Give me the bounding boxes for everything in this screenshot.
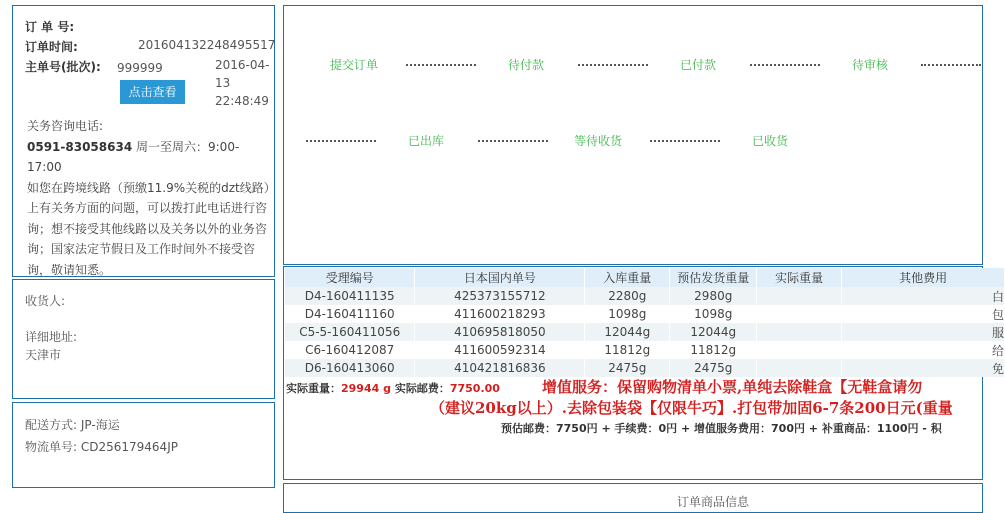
header-japan-tracking: 日本国内单号 [415, 268, 585, 287]
cell-inbound-weight: 2475g [585, 359, 670, 377]
view-button[interactable]: 点击查看 [120, 80, 185, 104]
header-inbound-weight: 入库重量 [585, 268, 670, 287]
actual-weight-label: 实际重量： [286, 382, 341, 395]
cell-other-fees: 服 [842, 323, 1005, 341]
step-connector [921, 64, 981, 66]
order-goods-panel [283, 483, 983, 513]
cell-japan-tracking: 410421816836 [415, 359, 585, 377]
cell-japan-tracking: 411600592314 [415, 341, 585, 359]
address-label: 详细地址: [25, 330, 78, 344]
cell-other-fees: 包 [842, 305, 1005, 323]
receiver-panel [12, 279, 275, 399]
cell-estimated-weight: 2475g [670, 359, 757, 377]
actual-postage-value: 7750.00 [449, 382, 500, 395]
order-date-value: 2016-04- [215, 58, 270, 72]
cell-inbound-weight: 2280g [585, 287, 670, 305]
cell-other-fees: 免 [842, 359, 1005, 377]
receiver-label: 收货人: [25, 294, 66, 308]
cell-other-fees: 给 [842, 341, 1005, 359]
cell-japan-tracking: 425373155712 [415, 287, 585, 305]
header-estimated-weight: 预估发货重量 [670, 268, 757, 287]
order-clock-value: 22:48:49 [215, 94, 269, 108]
package-table [285, 268, 1005, 377]
cell-actual-weight [757, 287, 842, 305]
step-connector [750, 64, 820, 66]
step-connector [478, 140, 548, 142]
step-connector [650, 140, 720, 142]
cell-inbound-weight: 1098g [585, 305, 670, 323]
actual-weight-line [286, 380, 500, 396]
cell-estimated-weight: 2980g [670, 287, 757, 305]
consult-phone-line [27, 137, 271, 178]
step-submit-order: 提交订单 [330, 58, 379, 72]
cell-actual-weight [757, 323, 842, 341]
actual-postage-label: 实际邮费： [394, 382, 450, 395]
step-awaiting-receipt: 等待收货 [574, 134, 623, 148]
cell-japan-tracking: 410695818050 [415, 323, 585, 341]
order-date-value-2: 13 [215, 76, 231, 90]
table-row [285, 341, 1005, 359]
cell-actual-weight [757, 341, 842, 359]
main-number-value: 999999 [117, 61, 163, 75]
step-connector [406, 64, 476, 66]
cell-accept-number: D6-160413060 [285, 359, 415, 377]
step-pending-payment: 待付款 [508, 58, 545, 72]
cell-actual-weight [757, 305, 842, 323]
table-header-row [285, 268, 1005, 287]
consult-notice-text: 如您在跨境线路（预缴11.9%关税的dzt线路）上有关务方面的问题，可以拨打此电话进行咨询；想不接受其他线路以及关务以外的业务咨询；国家法定节假日及工作时间外不接受咨询，敬请知悉。 [27, 180, 270, 277]
value-added-service-line1: 增值服务：保留购物清单小票,单纯去除鞋盒【无鞋盒请勿 [542, 378, 923, 396]
cell-inbound-weight: 12044g [585, 323, 670, 341]
consult-title: 关务咨询电话: [27, 119, 104, 133]
cell-accept-number: D4-160411160 [285, 305, 415, 323]
order-info-panel [12, 5, 275, 277]
step-connector [306, 140, 376, 142]
order-number-label: 订 单 号: [25, 20, 75, 34]
shipping-panel [12, 402, 275, 488]
step-paid: 已付款 [680, 58, 717, 72]
consult-hours: 周一至周六：9:00-17:00 [27, 139, 240, 174]
cell-estimated-weight: 1098g [670, 305, 757, 323]
cell-actual-weight [757, 359, 842, 377]
value-added-service-line2: （建议20kg以上）.去除包装袋【仅限牛巧】.打包带加固6-7条200日元(重量 [430, 399, 953, 417]
table-row [285, 323, 1005, 341]
step-connector [578, 64, 648, 66]
cell-accept-number: D4-160411135 [285, 287, 415, 305]
customs-notice [27, 116, 271, 280]
consult-phone: 0591-83058634 [27, 139, 133, 154]
cell-estimated-weight: 11812g [670, 341, 757, 359]
address-value: 天津市 [25, 348, 62, 362]
order-goods-title: 订单商品信息 [677, 495, 750, 509]
table-row [285, 305, 1005, 323]
header-accept-number: 受理编号 [285, 268, 415, 287]
actual-weight-value: 29944 g [341, 382, 391, 395]
cell-inbound-weight: 11812g [585, 341, 670, 359]
main-number-label: 主单号(批次): [25, 60, 101, 74]
fee-summary: 预估邮费：7750円 + 手续费：0円 + 增值服务费用：700円 + 补重商品：1100円 - 积 [501, 422, 942, 435]
order-progress-panel [283, 5, 983, 265]
step-received: 已收货 [752, 134, 789, 148]
cell-accept-number: C5-5-160411056 [285, 323, 415, 341]
cell-accept-number: C6-160412087 [285, 341, 415, 359]
table-row [285, 359, 1005, 377]
step-shipped-out: 已出库 [408, 134, 445, 148]
order-time-value: 201604132248495517 [138, 38, 276, 52]
header-actual-weight: 实际重量 [757, 268, 842, 287]
cell-japan-tracking: 411600218293 [415, 305, 585, 323]
header-other-fees: 其他费用 [842, 268, 1005, 287]
order-time-label: 订单时间: [25, 40, 78, 54]
cell-other-fees: 白 [842, 287, 1005, 305]
step-pending-review: 待审核 [852, 58, 889, 72]
table-row [285, 287, 1005, 305]
package-items-panel [283, 266, 1004, 480]
cell-estimated-weight: 12044g [670, 323, 757, 341]
tracking-number: 物流单号: CD256179464JP [25, 440, 178, 454]
shipping-method: 配送方式: JP-海运 [25, 418, 120, 432]
